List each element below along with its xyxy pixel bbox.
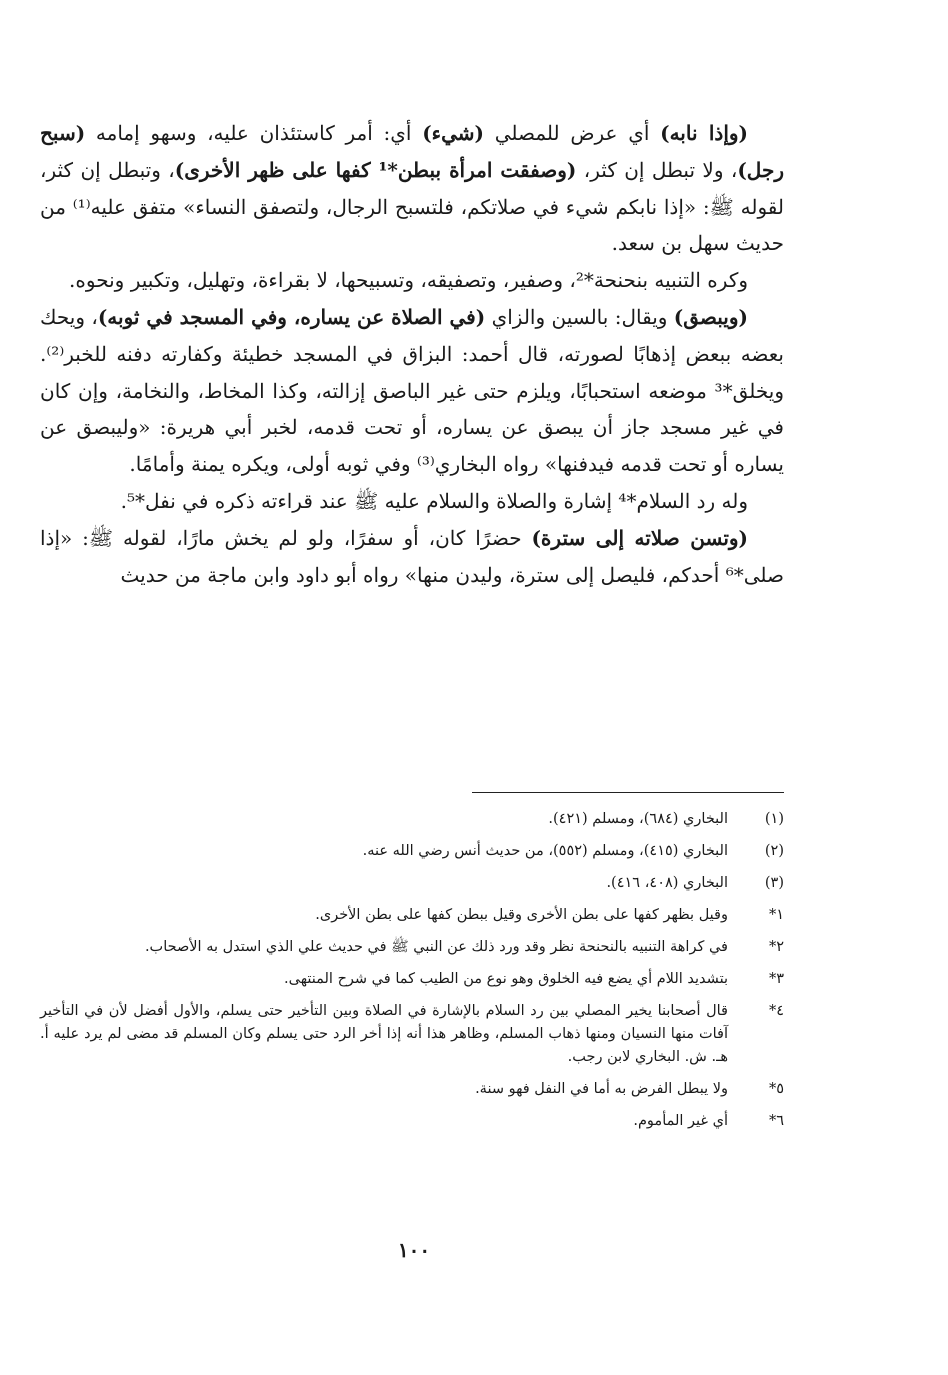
bold-phrase: (ويبصق) (673, 304, 748, 329)
footnote-text: بتشديد اللام أي يضع فيه الخلوق وهو نوع من الطيب كما في شرح المنتهى. (284, 971, 728, 987)
footnote-number: ١* (768, 907, 784, 923)
footnote-number: (٢) (764, 843, 784, 859)
paragraph-1 (40, 115, 784, 262)
page-number: ١٠٠ (397, 1238, 431, 1262)
footnote-text: وقيل بظهر كفها على بطن الأخرى وقيل ببطن كفها على بطن الأخرى. (315, 907, 728, 923)
bold-phrase: (وصفقت امرأة ببطن*¹ كفها على ظهر الأخرى) (174, 157, 577, 182)
bold-phrase: (في الصلاة عن يساره، وفي المسجد في ثوبه) (97, 304, 486, 329)
footnotes (40, 808, 784, 1142)
footnote-number: ٢* (768, 939, 784, 955)
footnote-text: ولا يبطل الفرض به أما في النفل فهو سنة. (475, 1081, 728, 1097)
footnote (40, 936, 784, 959)
footnote (40, 968, 784, 991)
text-run: ، وتبطل إن كثر، لقوله ﷺ: «إذا نابكم شيء في صلاتكم، فلتسبح الرجال، ولتصفق النساء» متفق عليه⁽¹⁾ من حديث سهل بن سعد. (40, 157, 784, 256)
footnote (40, 1110, 784, 1133)
bold-phrase: (سبح رجل) (40, 121, 784, 182)
footnote-number: (٣) (764, 875, 784, 891)
text-run: حضرًا كان، أو سفرًا، ولو لم يخش مارًا، لقوله ﷺ: «إذا صلى*⁶ أحدكم، فليصل إلى سترة، وليدن منها» رواه أبو داود وابن ماجة من حديث (40, 525, 784, 587)
footnote-separator (472, 792, 784, 793)
text-run: ، ولا تبطل إن كثر، (576, 157, 738, 182)
bold-phrase: (وإذا نابه) (660, 121, 749, 145)
text-run: ويقال: بالسين والزاي (485, 304, 674, 329)
paragraph-5 (40, 520, 784, 594)
paragraph-3 (40, 299, 784, 483)
footnote-text: قال أصحابنا يخير المصلي بين رد السلام بالإشارة في الصلاة وبين التأخير حتى يسلم، والأول أفضل لأن في التأخير آفات منها النسيان ومنها ذهاب المسلم، وظاهر هذا أنه إذا أخر الرد حتى يسلم وكان المسلم قد مضى لم يرد عليه أ. هـ. ش. البخاري لابن رجب. (40, 1003, 728, 1065)
paragraph-2: وكره التنبيه بنحنحة*²، وصفير، وتصفيقه، وتسبيحها، لا بقراءة، وتهليل، وتكبير ونحوه. (69, 268, 748, 293)
footnote-text: البخاري (٦٨٤)، ومسلم (٤٢١). (548, 811, 728, 827)
footnote-number: ٣* (768, 971, 784, 987)
footnote (40, 840, 784, 863)
footnote-number: (١) (764, 811, 784, 827)
paragraph-4: وله رد السلام*⁴ إشارة والصلاة والسلام عليه ﷺ عند قراءته ذكره في نفل*⁵. (120, 488, 748, 513)
footnote (40, 1078, 784, 1101)
footnote-text: البخاري (٤١٥)، ومسلم (٥٥٢)، من حديث أنس رضي الله عنه. (362, 843, 728, 859)
footnote (40, 872, 784, 895)
footnote-text: في كراهة التنبيه بالنحنحة نظر وقد ورد ذلك عن النبي ﷺ في حديث علي الذي استدل به الأصحاب. (144, 939, 728, 955)
main-text (40, 115, 784, 593)
text-run: أي: أمر كاستئذان عليه، وسهو إمامه (85, 121, 423, 145)
footnote-number: ٤* (768, 1003, 784, 1019)
footnote (40, 904, 784, 927)
footnote (40, 1000, 784, 1069)
bold-phrase: (شيء) (422, 121, 484, 145)
text-run: ، ويحك بعضه ببعض إذهابًا لصورته، قال أحمد: البزاق في المسجد خطيئة وكفارته دفنه للخبر⁽²⁾. ويخلق*³ موضعه استحبابًا، ويلزم حتى غير الباصق إزالته، وكذا المخاط، والنخامة، وإن كان في غير مسجد جاز أن يبصق عن يساره، أو تحت قدمه، لخبر أبي هريرة: «وليبصق عن يساره أو تحت قدمه فيدفنها» رواه البخاري⁽³⁾ وفي ثوبه أولى، ويكره يمنة وأمامًا. (40, 304, 784, 477)
bold-phrase: (وتسن صلاته إلى سترة) (531, 525, 749, 550)
footnote-number: ٦* (768, 1113, 784, 1129)
footnote (40, 808, 784, 831)
text-run: أي عرض للمصلي (483, 121, 661, 145)
footnote-text: البخاري (٤٠٨، ٤١٦). (606, 875, 728, 891)
footnote-text: أي غير المأموم. (633, 1113, 728, 1129)
footnote-number: ٥* (768, 1081, 784, 1097)
